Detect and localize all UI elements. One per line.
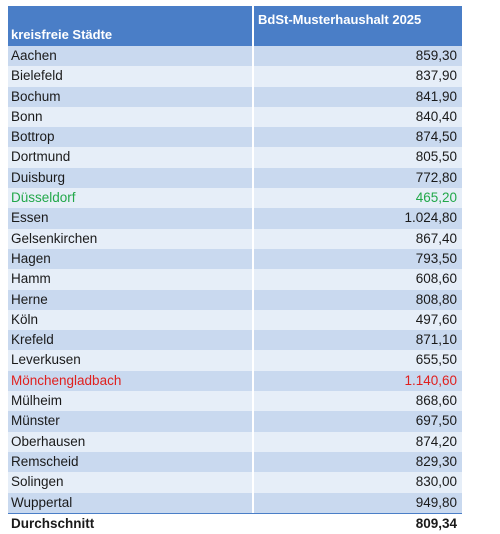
value-cell: 859,30 (254, 46, 462, 66)
table-row (8, 127, 462, 147)
value-cell: 805,50 (254, 147, 462, 167)
city-name-cell: Hamm (8, 269, 252, 289)
column-header-city: kreisfreie Städte (8, 6, 252, 46)
city-name-cell: Krefeld (8, 330, 252, 350)
value-cell: 608,60 (254, 269, 462, 289)
total-row (8, 513, 462, 534)
table-row (8, 147, 462, 167)
city-name-cell: Herne (8, 290, 252, 310)
value-cell: 837,90 (254, 66, 462, 86)
city-name-cell: Bonn (8, 107, 252, 127)
table-row (8, 371, 462, 391)
data-table (8, 6, 462, 534)
value-cell: 868,60 (254, 391, 462, 411)
city-name-cell: Duisburg (8, 168, 252, 188)
value-cell: 793,50 (254, 249, 462, 269)
value-cell: 497,60 (254, 310, 462, 330)
city-name-cell: Gelsenkirchen (8, 229, 252, 249)
table-row (8, 87, 462, 107)
table-row (8, 310, 462, 330)
table-row (8, 493, 462, 513)
value-cell: 1.140,60 (254, 371, 462, 391)
value-cell: 829,30 (254, 452, 462, 472)
table-row (8, 391, 462, 411)
table-header (8, 6, 462, 46)
city-name-cell: Mönchengladbach (8, 371, 252, 391)
table-row (8, 411, 462, 431)
city-name-cell: Bottrop (8, 127, 252, 147)
table-row (8, 229, 462, 249)
table-row (8, 46, 462, 66)
table-row (8, 452, 462, 472)
city-name-cell: Remscheid (8, 452, 252, 472)
value-cell: 808,80 (254, 290, 462, 310)
table-row (8, 66, 462, 86)
value-cell: 874,50 (254, 127, 462, 147)
city-name-cell: Solingen (8, 472, 252, 492)
city-name-cell: Mülheim (8, 391, 252, 411)
column-header-value: BdSt-Musterhaushalt 2025 (254, 6, 462, 46)
city-name-cell: Hagen (8, 249, 252, 269)
value-cell: 697,50 (254, 411, 462, 431)
table-row (8, 208, 462, 228)
city-name-cell: Dortmund (8, 147, 252, 167)
value-cell: 840,40 (254, 107, 462, 127)
city-name-cell: Leverkusen (8, 350, 252, 370)
city-name-cell: Aachen (8, 46, 252, 66)
city-name-cell: Münster (8, 411, 252, 431)
total-label: Durchschnitt (8, 514, 252, 534)
value-cell: 867,40 (254, 229, 462, 249)
value-cell: 874,20 (254, 432, 462, 452)
table-row (8, 168, 462, 188)
value-cell: 841,90 (254, 87, 462, 107)
city-name-cell: Wuppertal (8, 493, 252, 513)
total-value: 809,34 (254, 514, 462, 534)
value-cell: 655,50 (254, 350, 462, 370)
table-row (8, 350, 462, 370)
table-body (8, 46, 462, 513)
table-row (8, 432, 462, 452)
value-cell: 1.024,80 (254, 208, 462, 228)
table-row (8, 249, 462, 269)
city-name-cell: Oberhausen (8, 432, 252, 452)
city-name-cell: Essen (8, 208, 252, 228)
value-cell: 949,80 (254, 493, 462, 513)
value-cell: 772,80 (254, 168, 462, 188)
city-name-cell: Köln (8, 310, 252, 330)
table-row (8, 269, 462, 289)
city-name-cell: Bochum (8, 87, 252, 107)
table-row (8, 290, 462, 310)
table-row (8, 188, 462, 208)
table-row (8, 472, 462, 492)
city-name-cell: Bielefeld (8, 66, 252, 86)
value-cell: 830,00 (254, 472, 462, 492)
value-cell: 465,20 (254, 188, 462, 208)
table-row (8, 107, 462, 127)
city-name-cell: Düsseldorf (8, 188, 252, 208)
table-row (8, 330, 462, 350)
value-cell: 871,10 (254, 330, 462, 350)
